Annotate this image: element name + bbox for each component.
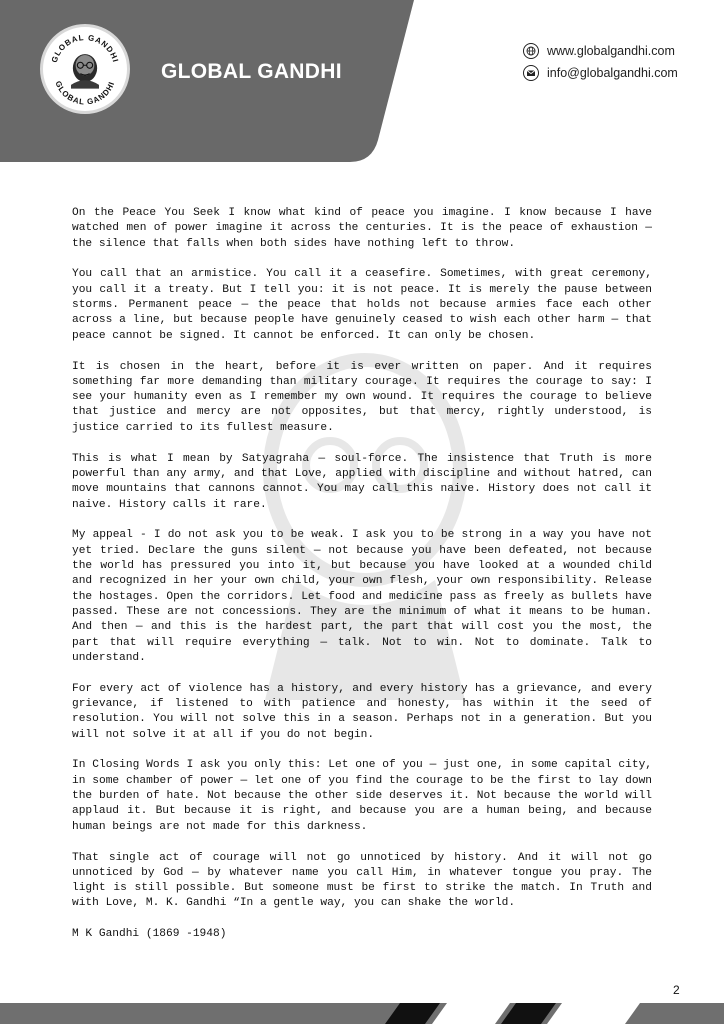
logo-text-bottom: GLOBAL GANDHI [53, 79, 117, 107]
envelope-icon [523, 65, 539, 81]
brand-title: GLOBAL GANDHI [161, 60, 342, 83]
email-row[interactable] [523, 62, 678, 84]
signature: M K Gandhi (1869 -1948) [72, 928, 227, 941]
paragraph: For every act of violence has a history, and every history has a grievance, and every grievance, if listened to with patience and honesty, has within it the seed of resolution. You will not solve this in a season. Perhaps not in a generation. But you will not solve it at all if you do not begin. [72, 682, 652, 741]
gandhi-portrait-icon [43, 27, 127, 111]
website-row[interactable] [523, 40, 678, 62]
paragraph: It is chosen in the heart, before it is ever written on paper. And it requires something far more demanding than military courage. It requires the courage to say: I see your humanity even as I remember my own wound. It requires the courage to believe that justice and mercy are not opposites, but that mercy, rightly understood, is justice carried to its fullest measure. [72, 360, 652, 434]
page-number: 2 [673, 983, 680, 997]
paragraph: This is what I mean by Satyagraha — soul-force. The insistence that Truth is more powerful than any army, and that Love, applied with discipline and without hatred, can move mountains that cannons cannot. You may call this naive. History does not call it naive. History calls it rare. [72, 452, 652, 511]
paragraph: You call that an armistice. You call it a ceasefire. Sometimes, with great ceremony, you call it a treaty. But I tell you: it is not peace. It is merely the pause between storms. Permanent peace — the peace that holds not because armies face each other across a line, but because people have genuinely ceased to wish each other harm — that peace cannot be signed. It cannot be enforced. It can only be chosen. [72, 268, 652, 342]
globe-icon [523, 43, 539, 59]
website-link[interactable]: www.globalgandhi.com [547, 44, 675, 58]
global-gandhi-logo [40, 24, 130, 114]
paragraph: My appeal - I do not ask you to be weak. I ask you to be strong in a way you have not yet tried. Declare the guns silent — not because you have been defeated, not because the world has pressured you into it, but because you have looked at a wounded child and recognized in her your own child, your own flesh, your own responsibility. Release the hostages. Open the corridors. Let food and medicine pass as freely as bullets have passed. These are not concessions. They are the minimum of what it means to be human. And then — and this is the hardest part, the part that will cost you the most, the part that will require everything — talk. Not to win. Not to dominate. Talk to understand. [72, 529, 652, 664]
contact-info [523, 40, 678, 84]
letter-body [72, 206, 652, 943]
footer-stripes [0, 1003, 724, 1024]
paragraph: That single act of courage will not go unnoticed by history. And it will not go unnoticed by God — by whatever name you call Him, in whatever tongue you pray. The light is still possible. But someone must be first to strike the match. In Truth and with Love, M. K. Gandhi “In a gentle way, you can shake the world. [72, 851, 652, 910]
email-link[interactable]: info@globalgandhi.com [547, 66, 678, 80]
logo-text-top: GLOBAL GANDHI [49, 32, 121, 64]
paragraph: In Closing Words I ask you only this: Let one of you — just one, in some capital city, in some chamber of power — let one of you find the courage to be the first to lay down the burden of hate. Not because the other side deserves it. Not because the world will applaud it. But because it is right, and because you are a human being, and because human beings are not made for this darkness. [72, 759, 652, 833]
paragraph: On the Peace You Seek I know what kind of peace you imagine. I know because I have watched men of power imagine it across the centuries. It is the peace of exhaustion — the silence that falls when both sides have nothing left to throw. [72, 207, 652, 250]
